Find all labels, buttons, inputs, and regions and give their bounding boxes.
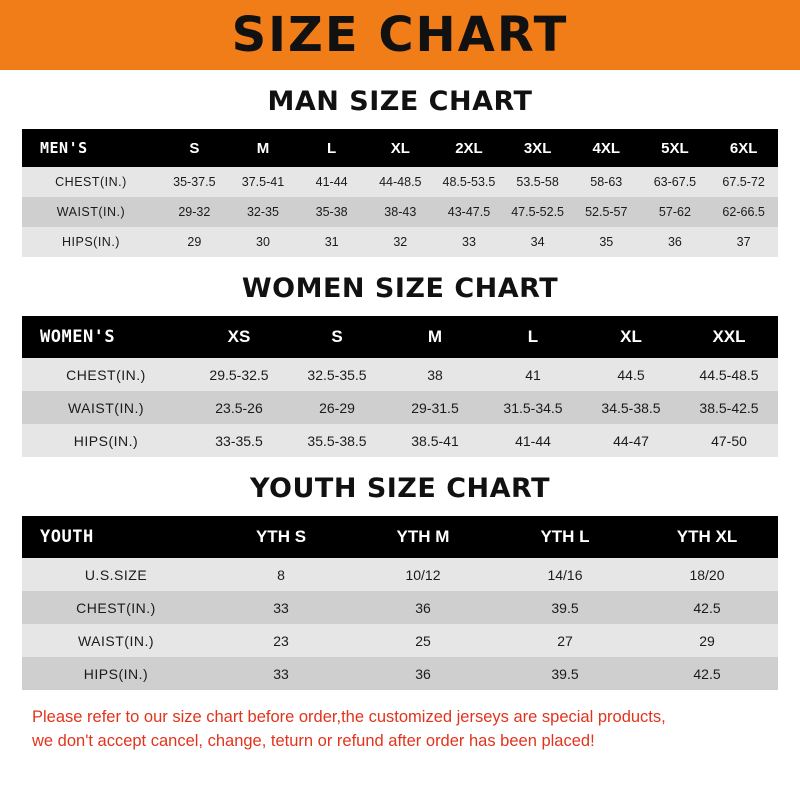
row-label: CHEST(IN.) bbox=[22, 358, 190, 391]
column-header: YTH S bbox=[210, 516, 352, 558]
table-cell: 33 bbox=[210, 657, 352, 690]
table-cell: 35-38 bbox=[297, 197, 366, 227]
page-title: SIZE CHART bbox=[231, 7, 569, 63]
row-label: HIPS(IN.) bbox=[22, 424, 190, 457]
column-header: YOUTH bbox=[22, 516, 210, 558]
table-cell: 52.5-57 bbox=[572, 197, 641, 227]
table-cell: 29-31.5 bbox=[386, 391, 484, 424]
table-cell: 25 bbox=[352, 624, 494, 657]
note-line-1: Please refer to our size chart before order,the customized jerseys are special products, bbox=[32, 708, 666, 726]
table-cell: 63-67.5 bbox=[641, 167, 710, 197]
column-header: WOMEN'S bbox=[22, 316, 190, 358]
table-cell: 34.5-38.5 bbox=[582, 391, 680, 424]
content-area bbox=[0, 86, 800, 754]
order-policy-note bbox=[32, 706, 768, 754]
table-cell: 44-48.5 bbox=[366, 167, 435, 197]
column-header: XL bbox=[366, 129, 435, 167]
row-label: WAIST(IN.) bbox=[22, 624, 210, 657]
table-cell: 35.5-38.5 bbox=[288, 424, 386, 457]
table-cell: 31.5-34.5 bbox=[484, 391, 582, 424]
table-cell: 39.5 bbox=[494, 591, 636, 624]
column-header: YTH M bbox=[352, 516, 494, 558]
table-cell: 14/16 bbox=[494, 558, 636, 591]
column-header: S bbox=[160, 129, 229, 167]
table-cell: 41-44 bbox=[484, 424, 582, 457]
table-cell: 32 bbox=[366, 227, 435, 257]
table-cell: 37 bbox=[709, 227, 778, 257]
row-label: CHEST(IN.) bbox=[22, 591, 210, 624]
column-header: MEN'S bbox=[22, 129, 160, 167]
row-label: CHEST(IN.) bbox=[22, 167, 160, 197]
table-cell: 57-62 bbox=[641, 197, 710, 227]
header-banner bbox=[0, 0, 800, 70]
youth-size-table bbox=[22, 516, 778, 690]
table-row bbox=[22, 624, 778, 657]
table-cell: 29 bbox=[636, 624, 778, 657]
table-cell: 36 bbox=[641, 227, 710, 257]
table-cell: 44.5 bbox=[582, 358, 680, 391]
women-table-body bbox=[22, 358, 778, 457]
table-cell: 38.5-41 bbox=[386, 424, 484, 457]
table-row bbox=[22, 424, 778, 457]
table-cell: 33 bbox=[435, 227, 504, 257]
table-cell: 42.5 bbox=[636, 591, 778, 624]
column-header: 4XL bbox=[572, 129, 641, 167]
man-table-body bbox=[22, 167, 778, 257]
table-cell: 36 bbox=[352, 657, 494, 690]
column-header: M bbox=[386, 316, 484, 358]
table-row bbox=[22, 197, 778, 227]
table-cell: 23.5-26 bbox=[190, 391, 288, 424]
column-header: 6XL bbox=[709, 129, 778, 167]
youth-table-body bbox=[22, 558, 778, 690]
youth-section-title: YOUTH SIZE CHART bbox=[249, 473, 551, 504]
table-cell: 35-37.5 bbox=[160, 167, 229, 197]
women-size-table bbox=[22, 316, 778, 457]
table-cell: 27 bbox=[494, 624, 636, 657]
table-cell: 44-47 bbox=[582, 424, 680, 457]
table-cell: 29-32 bbox=[160, 197, 229, 227]
table-cell: 36 bbox=[352, 591, 494, 624]
table-cell: 41 bbox=[484, 358, 582, 391]
youth-table-header bbox=[22, 516, 778, 558]
column-header: 5XL bbox=[641, 129, 710, 167]
table-header-row bbox=[22, 516, 778, 558]
row-label: HIPS(IN.) bbox=[22, 227, 160, 257]
table-cell: 30 bbox=[229, 227, 298, 257]
table-cell: 67.5-72 bbox=[709, 167, 778, 197]
man-size-table bbox=[22, 129, 778, 257]
table-row bbox=[22, 358, 778, 391]
women-table-header bbox=[22, 316, 778, 358]
row-label: WAIST(IN.) bbox=[22, 197, 160, 227]
table-cell: 62-66.5 bbox=[709, 197, 778, 227]
table-cell: 38.5-42.5 bbox=[680, 391, 778, 424]
table-row bbox=[22, 591, 778, 624]
table-header-row bbox=[22, 316, 778, 358]
column-header: YTH L bbox=[494, 516, 636, 558]
women-section-title: WOMEN SIZE CHART bbox=[241, 273, 559, 304]
column-header: L bbox=[484, 316, 582, 358]
table-cell: 10/12 bbox=[352, 558, 494, 591]
table-header-row bbox=[22, 129, 778, 167]
table-row bbox=[22, 657, 778, 690]
man-section-title: MAN SIZE CHART bbox=[267, 86, 533, 117]
table-cell: 31 bbox=[297, 227, 366, 257]
table-cell: 58-63 bbox=[572, 167, 641, 197]
row-label: HIPS(IN.) bbox=[22, 657, 210, 690]
table-cell: 48.5-53.5 bbox=[435, 167, 504, 197]
table-row bbox=[22, 391, 778, 424]
column-header: XL bbox=[582, 316, 680, 358]
column-header: 3XL bbox=[503, 129, 572, 167]
column-header: YTH XL bbox=[636, 516, 778, 558]
column-header: 2XL bbox=[435, 129, 504, 167]
note-line-2: we don't accept cancel, change, teturn or refund after order has been placed! bbox=[32, 731, 595, 750]
table-cell: 32-35 bbox=[229, 197, 298, 227]
table-cell: 38-43 bbox=[366, 197, 435, 227]
table-cell: 47.5-52.5 bbox=[503, 197, 572, 227]
table-cell: 23 bbox=[210, 624, 352, 657]
table-cell: 37.5-41 bbox=[229, 167, 298, 197]
table-cell: 34 bbox=[503, 227, 572, 257]
table-row bbox=[22, 167, 778, 197]
column-header: L bbox=[297, 129, 366, 167]
table-cell: 33 bbox=[210, 591, 352, 624]
table-cell: 33-35.5 bbox=[190, 424, 288, 457]
table-cell: 43-47.5 bbox=[435, 197, 504, 227]
table-cell: 39.5 bbox=[494, 657, 636, 690]
row-label: WAIST(IN.) bbox=[22, 391, 190, 424]
table-cell: 26-29 bbox=[288, 391, 386, 424]
table-row bbox=[22, 227, 778, 257]
table-cell: 18/20 bbox=[636, 558, 778, 591]
table-cell: 29.5-32.5 bbox=[190, 358, 288, 391]
table-cell: 29 bbox=[160, 227, 229, 257]
table-cell: 38 bbox=[386, 358, 484, 391]
table-cell: 44.5-48.5 bbox=[680, 358, 778, 391]
table-cell: 47-50 bbox=[680, 424, 778, 457]
table-cell: 53.5-58 bbox=[503, 167, 572, 197]
table-cell: 41-44 bbox=[297, 167, 366, 197]
table-cell: 8 bbox=[210, 558, 352, 591]
man-table-header bbox=[22, 129, 778, 167]
column-header: XXL bbox=[680, 316, 778, 358]
column-header: XS bbox=[190, 316, 288, 358]
table-row bbox=[22, 558, 778, 591]
table-cell: 35 bbox=[572, 227, 641, 257]
column-header: S bbox=[288, 316, 386, 358]
column-header: M bbox=[229, 129, 298, 167]
row-label: U.S.SIZE bbox=[22, 558, 210, 591]
table-cell: 32.5-35.5 bbox=[288, 358, 386, 391]
table-cell: 42.5 bbox=[636, 657, 778, 690]
